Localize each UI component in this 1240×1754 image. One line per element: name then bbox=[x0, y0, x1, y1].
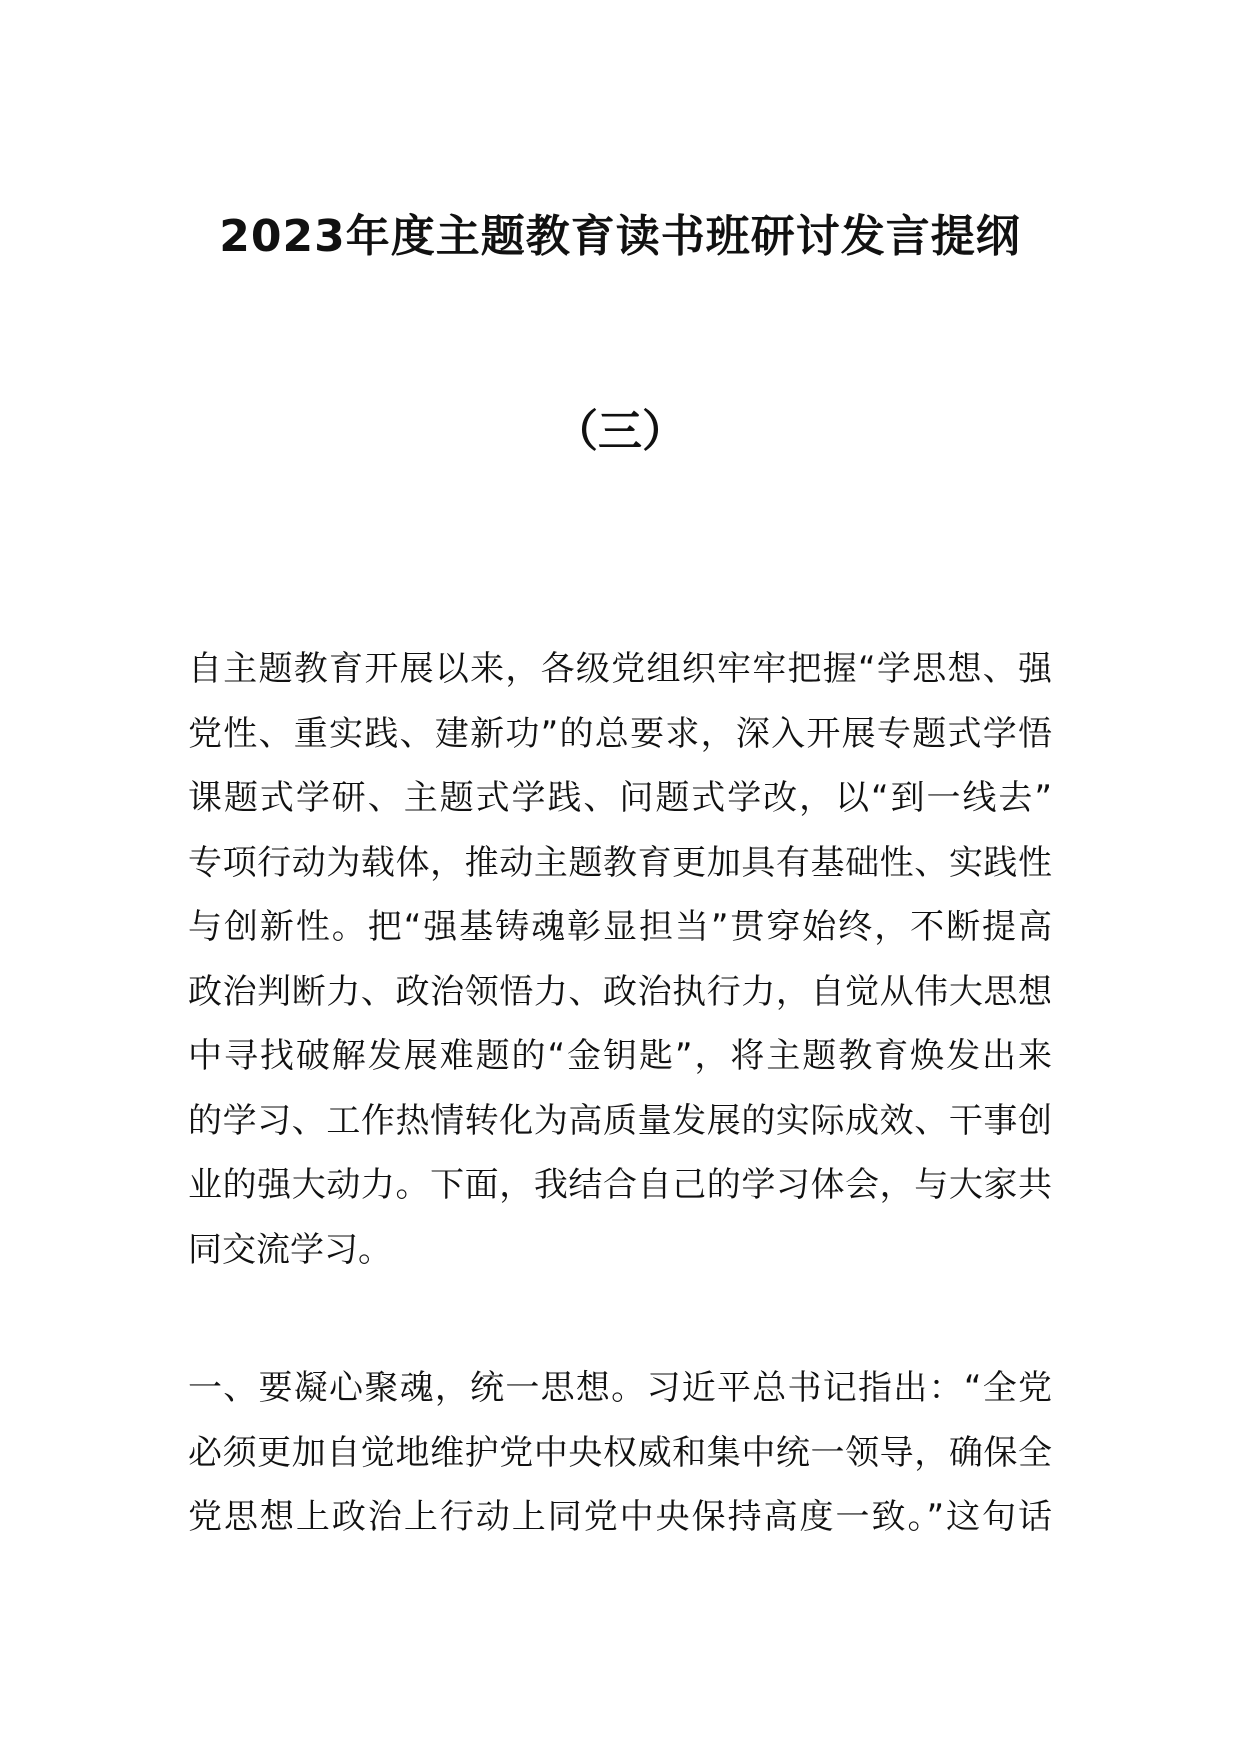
text-line: 党性、重实践、建新功”的总要求，深入开展专题式学悟 bbox=[188, 713, 1052, 754]
text-line: 必须更加自觉地维护党中央权威和集中统一领导，确保全 bbox=[188, 1432, 1052, 1473]
text-line: 专项行动为载体，推动主题教育更加具有基础性、实践性 bbox=[188, 842, 1052, 883]
text-line: 课题式学研、主题式学践、问题式学改，以“到一线去” bbox=[188, 778, 1052, 818]
paragraph-section-one bbox=[188, 1356, 1052, 1550]
text-line: 中寻找破解发展难题的“金钥匙”，将主题教育焕发出来 bbox=[188, 1036, 1052, 1076]
document-title: 2023年度主题教育读书班研讨发言提纲 bbox=[219, 211, 1021, 262]
text-line: 党思想上政治上行动上同党中央保持高度一致。”这句话 bbox=[188, 1497, 1052, 1537]
text-line: 同交流学习。 bbox=[188, 1229, 392, 1270]
text-line: 的学习、工作热情转化为高质量发展的实际成效、干事创 bbox=[188, 1100, 1052, 1141]
text-line: 政治判断力、政治领悟力、政治执行力，自觉从伟大思想 bbox=[188, 971, 1052, 1012]
text-line: 业的强大动力。下面，我结合自己的学习体会，与大家共 bbox=[188, 1165, 1052, 1205]
paragraph-intro bbox=[188, 637, 1052, 1282]
text-line: 一、要凝心聚魂，统一思想。习近平总书记指出：“全党 bbox=[188, 1368, 1052, 1408]
document-subtitle: （三） bbox=[554, 406, 686, 457]
text-line: 与创新性。把“强基铸魂彰显担当”贯穿始终，不断提高 bbox=[188, 907, 1052, 947]
text-line: 自主题教育开展以来，各级党组织牢牢把握“学思想、强 bbox=[188, 649, 1052, 689]
